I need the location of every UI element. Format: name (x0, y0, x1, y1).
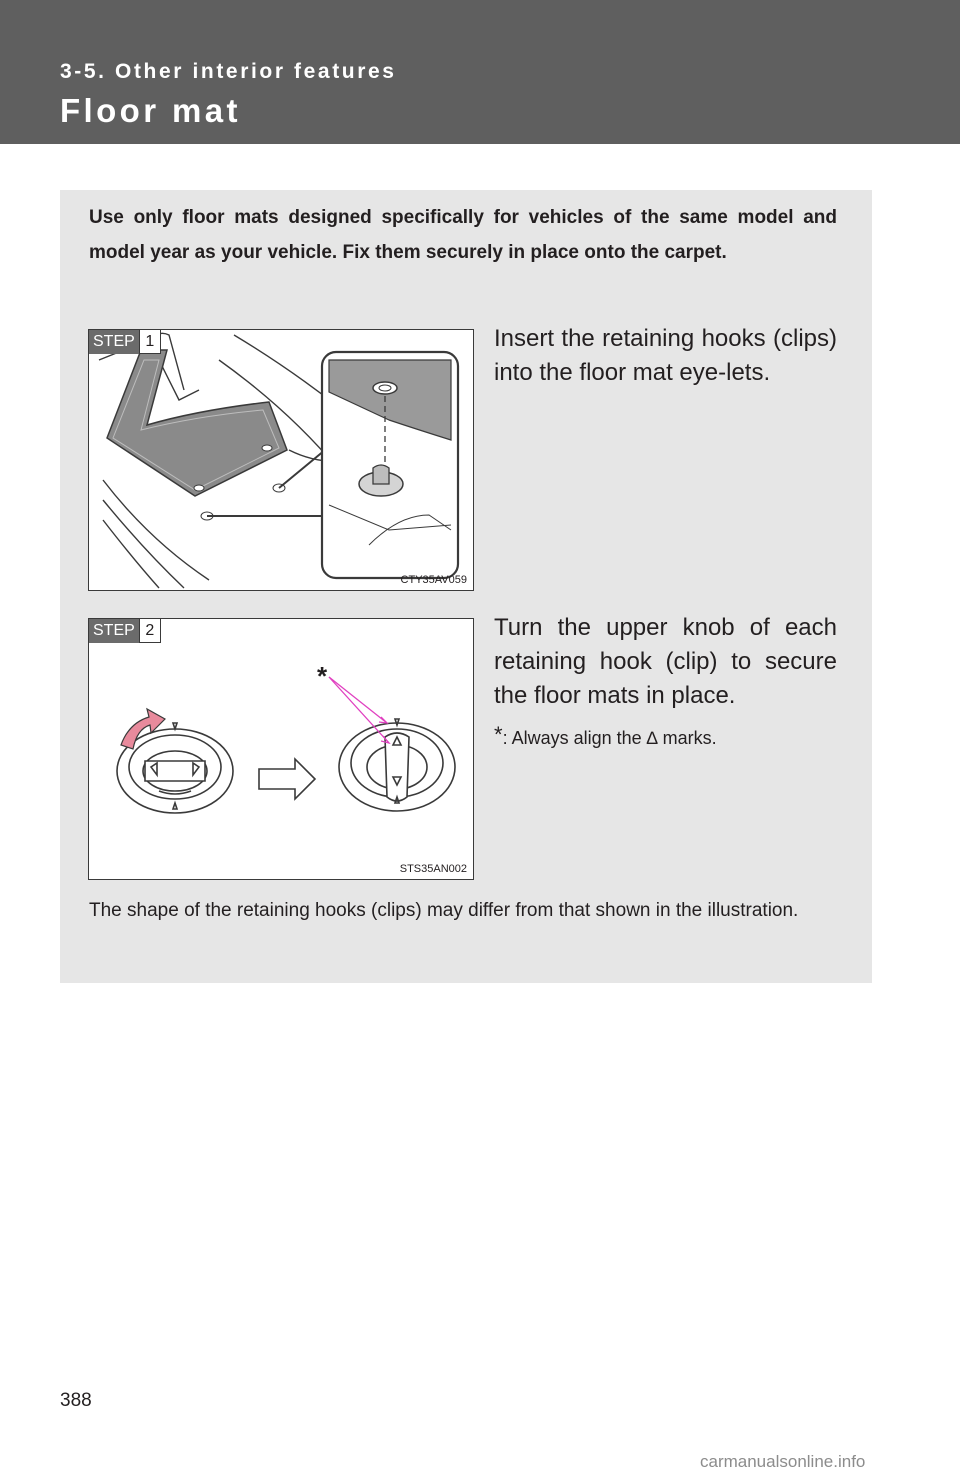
right-arrow-icon (259, 759, 315, 799)
note-star: * (494, 722, 503, 747)
figure-star-marker: * (317, 661, 328, 691)
step2-number: 2 (139, 619, 161, 643)
step2-badge (89, 619, 161, 643)
note-text: : Always align the ∆ marks. (502, 728, 717, 748)
alignment-note (494, 722, 717, 754)
step2-figure-code: STS35AN002 (399, 863, 467, 875)
step1-badge (89, 330, 161, 354)
step1-number: 1 (139, 330, 161, 354)
section-heading: 3-5. Other interior features (60, 60, 397, 83)
floor-mat-shape (107, 350, 287, 496)
footnote-text: The shape of the retaining hooks (clips) may differ from that shown in the illustration. (89, 900, 799, 921)
step1-figure-code: CTY35AV059 (400, 574, 467, 586)
intro-text: Use only floor mats designed specifically for vehicles of the same model and model year as your vehicle. Fix them securely in place onto the carpet. (89, 207, 837, 263)
floor-mat-hook-illustration (89, 330, 474, 591)
rotate-arrow-icon (121, 709, 165, 749)
step2-text: Turn the upper knob of each retaining hook (clip) to secure the floor mats in place. (494, 614, 837, 709)
step2-illustration (88, 618, 474, 880)
watermark: carmanualsonline.info (700, 1452, 866, 1471)
step2-label: STEP (89, 619, 139, 643)
step1-illustration (88, 329, 474, 591)
page-title: Floor mat (60, 92, 241, 129)
hook-knob-illustration (89, 619, 474, 880)
step1-text: Insert the retaining hooks (clips) into the floor mat eye-lets. (494, 325, 837, 386)
page-number: 388 (60, 1390, 92, 1411)
page-header (0, 0, 960, 144)
step1-label: STEP (89, 330, 139, 354)
